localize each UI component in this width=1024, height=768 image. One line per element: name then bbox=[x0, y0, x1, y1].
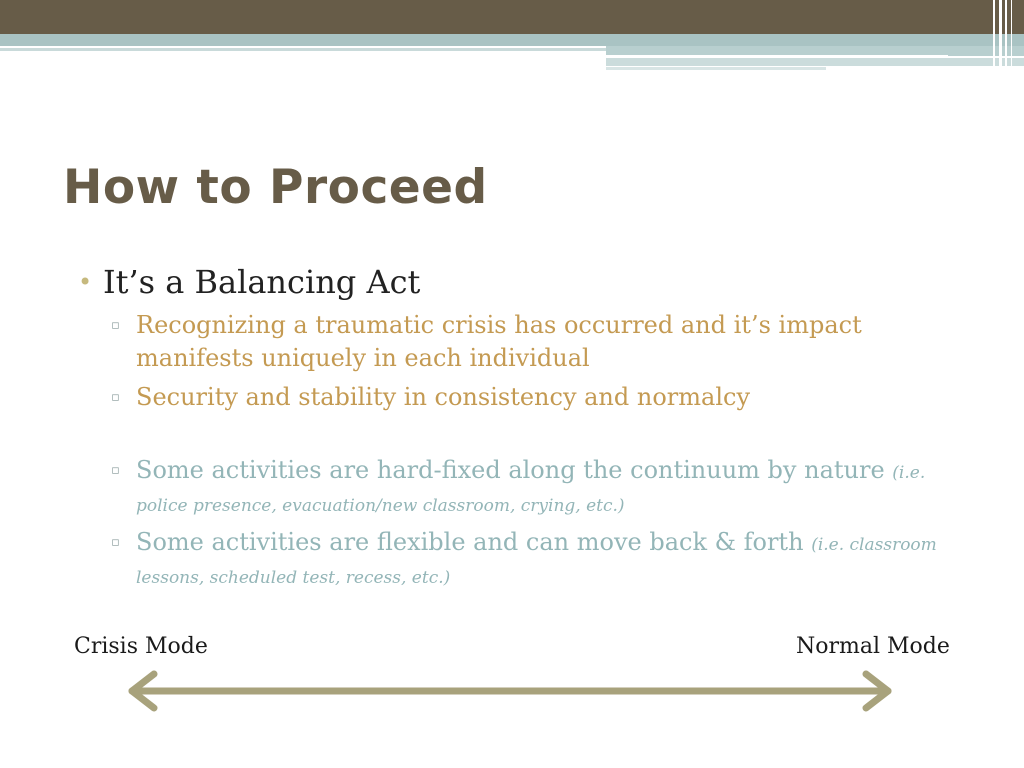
header-accent-band bbox=[0, 34, 1024, 46]
header-bar bbox=[0, 0, 1024, 34]
square-bullet-icon: ▫ bbox=[111, 463, 120, 478]
slide-body bbox=[78, 262, 968, 598]
header-accent-block-lower bbox=[606, 58, 1024, 66]
crisis-mode-label: Crisis Mode bbox=[74, 634, 208, 659]
spacer bbox=[78, 420, 968, 454]
sub-bullet-note: (i.e. police presence, evacuation/new classroom, crying, etc.) bbox=[136, 463, 926, 516]
square-bullet-icon: ▫ bbox=[111, 535, 120, 550]
slide-title: How to Proceed bbox=[63, 160, 488, 215]
sub-bullet bbox=[78, 381, 968, 414]
main-bullet-text: It’s a Balancing Act bbox=[103, 263, 421, 301]
sub-bullet bbox=[78, 526, 968, 592]
header-accent-line-lower bbox=[606, 67, 826, 70]
normal-mode-label: Normal Mode bbox=[796, 634, 950, 659]
bullet-dot-icon: • bbox=[78, 268, 93, 296]
sub-bullet-text: Some activities are flexible and can move back & forth bbox=[136, 528, 804, 556]
sub-bullet bbox=[78, 454, 968, 520]
sub-bullet-text: Security and stability in consistency and normalcy bbox=[136, 383, 751, 411]
header-divider-line bbox=[606, 55, 948, 57]
sub-bullet-text: Some activities are hard-fixed along the continuum by nature bbox=[136, 456, 885, 484]
header-accent-line bbox=[0, 48, 606, 51]
sub-bullet bbox=[78, 309, 968, 375]
sub-bullet-text: Recognizing a traumatic crisis has occurred and it’s impact manifests uniquely in each individual bbox=[136, 311, 862, 372]
square-bullet-icon: ▫ bbox=[111, 390, 120, 405]
header-stripes bbox=[990, 0, 1024, 70]
square-bullet-icon: ▫ bbox=[111, 318, 120, 333]
sub-bullet-note: (i.e. classroom lessons, scheduled test, recess, etc.) bbox=[136, 535, 937, 588]
double-arrow-icon bbox=[120, 670, 910, 714]
main-bullet bbox=[78, 262, 968, 302]
